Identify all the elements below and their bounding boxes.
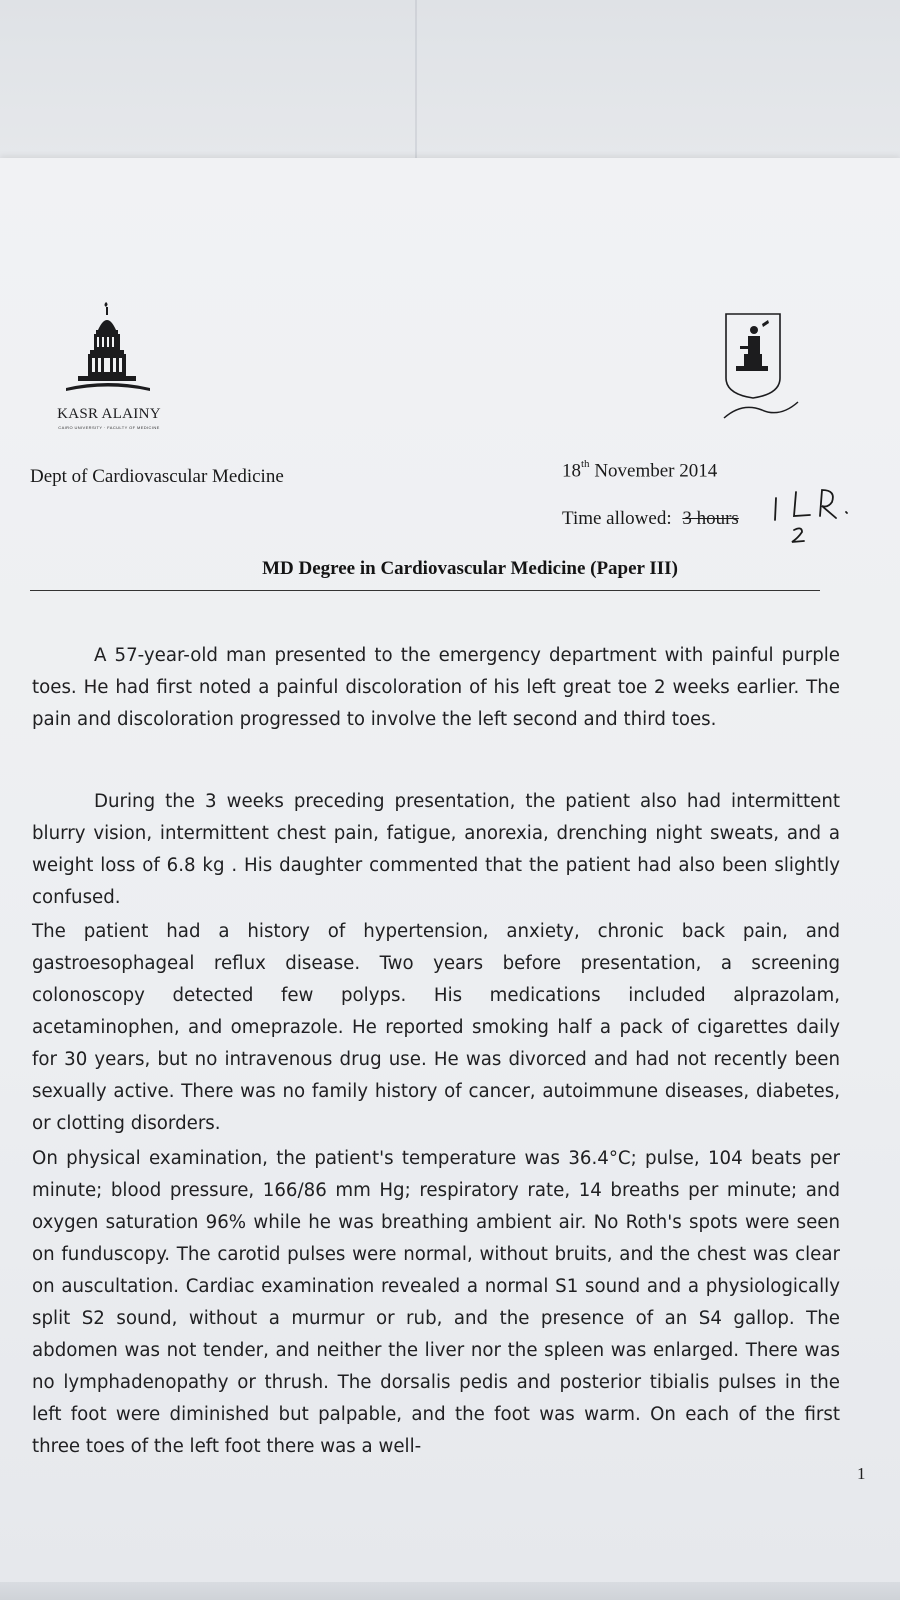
exam-date	[562, 460, 717, 482]
cairo-university-logo	[722, 310, 802, 430]
logo-subtitle: CAIRO UNIVERSITY · FACULTY OF MEDICINE	[58, 425, 160, 430]
case-paragraph-examination: On physical examination, the patient's temperature was 36.4°C; pulse, 104 beats per minute; blood pressure, 166/86 mm Hg; respiratory rate, 14 breaths per minute; and oxygen saturation 96% while he was breathing ambient air. No Roth's spots were seen on funduscopy. The carotid pulses were normal, without bruits, and the chest was clear on auscultation. Cardiac examination revealed a normal S1 sound and a physiologically split S2 sound, without a murmur or rub, and the presence of an S4 gallop. The abdomen was not tender, and neither the liver nor the spleen was enlarged. There was no lymphadenopathy or thrush. The dorsalis pedis and posterior tibialis pulses in the left foot were diminished but palpable, and the foot was warm. On each of the first three toes of the left foot there was a well-	[32, 1148, 840, 1457]
dome-building-icon	[62, 300, 154, 404]
logo-name: KASR ALAINY	[57, 406, 161, 422]
date-day: 18	[562, 460, 581, 482]
case-paragraph-presentation: A 57-year-old man presented to the emergency department with painful purple toes. He had first noted a painful discoloration of his left great toe 2 weeks earlier. The pain and discoloration progressed to involve the left second and third toes.	[32, 645, 840, 730]
page-number: 1	[857, 1464, 866, 1483]
page-bottom-edge	[0, 1582, 900, 1600]
handwritten-time-note-icon	[770, 486, 870, 556]
kasr-alainy-logo	[40, 300, 180, 440]
department-name: Dept of Cardiovascular Medicine	[30, 466, 284, 487]
exam-title-text: MD Degree in Cardiovascular Medicine (Paper III)	[262, 558, 678, 579]
date-suffix: th	[581, 458, 590, 470]
title-divider	[30, 590, 820, 591]
time-label: Time allowed:	[562, 508, 672, 529]
time-struck-value: 3 hours	[682, 508, 739, 529]
exam-title	[0, 558, 900, 580]
university-seal-icon	[722, 310, 802, 430]
case-paragraph-symptoms: During the 3 weeks preceding presentation, the patient also had intermittent blurry vision, intermittent chest pain, fatigue, anorexia, drenching night sweats, and a weight loss of 6.8 kg . His daughter commented that the patient had also been slightly confused.	[32, 791, 840, 908]
case-paragraph-history: The patient had a history of hypertension, anxiety, chronic back pain, and gastroesophageal reflux disease. Two years before presentation, a screening colonoscopy detected few polyps. His medications included alprazolam, acetaminophen, and omeprazole. He reported smoking half a pack of cigarettes daily for 30 years, but no intravenous drug use. He was divorced and had not recently been sexually active. There was no family history of cancer, autoimmune diseases, diabetes, or clotting disorders.	[32, 921, 840, 1134]
date-month-year: November 2014	[594, 460, 718, 482]
time-allowed	[562, 508, 739, 530]
